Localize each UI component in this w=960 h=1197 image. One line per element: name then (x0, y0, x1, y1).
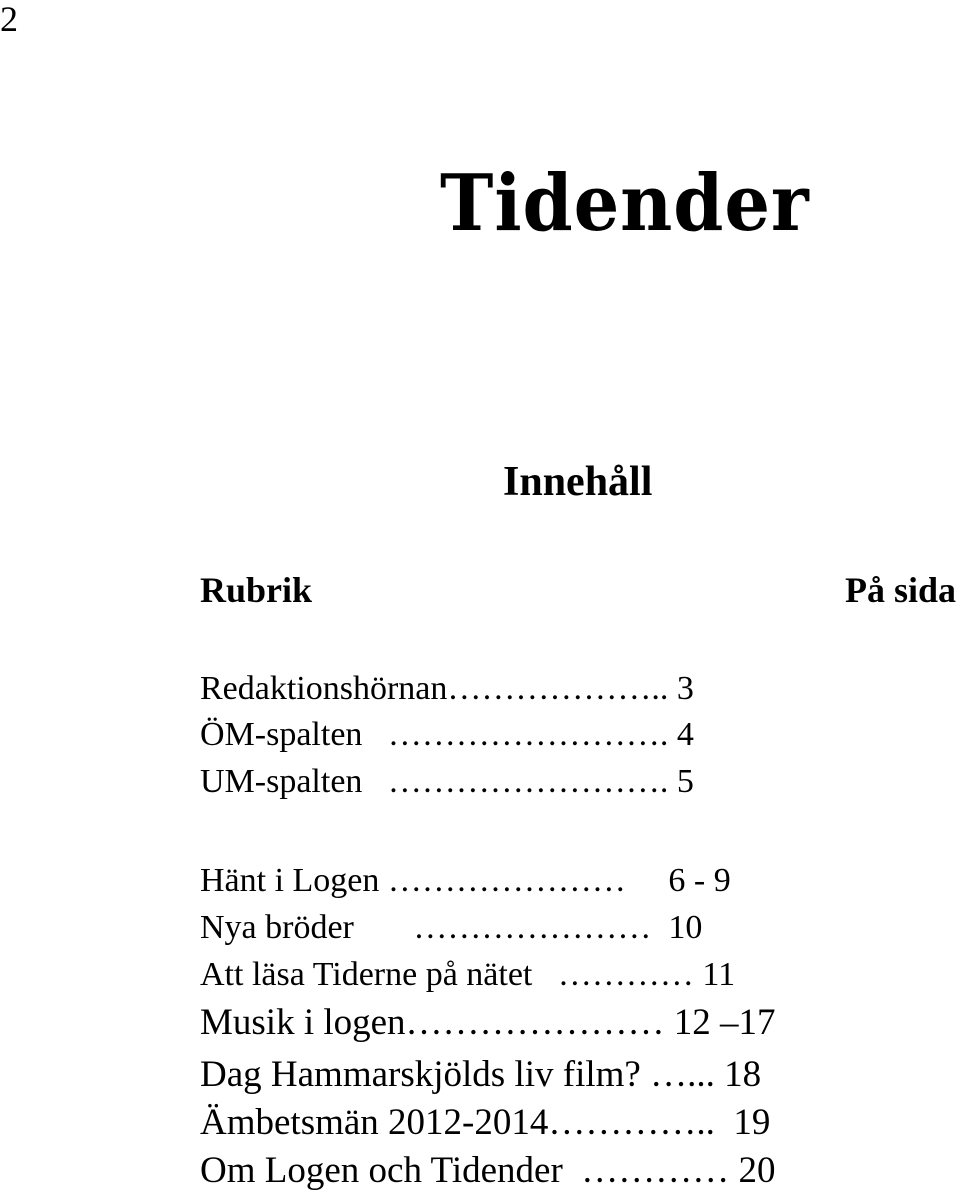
toc-entry: Om Logen och Tidender ………… 20 (200, 1150, 776, 1191)
toc-heading: Innehåll (503, 459, 653, 505)
toc-entry: Redaktionshörnan……………….. 3 (200, 670, 694, 707)
masthead-title: Tidender (440, 158, 810, 249)
toc-entry: Nya bröder ………………… 10 (200, 909, 703, 946)
page-number: 2 (0, 0, 18, 39)
toc-entry: UM-spalten ……………………. 5 (200, 763, 694, 800)
toc-column-rubrik: Rubrik (200, 570, 313, 610)
toc-entry: Ämbetsmän 2012-2014………….. 19 (200, 1102, 771, 1143)
toc-entry: Dag Hammarskjölds liv film? …... 18 (200, 1054, 762, 1095)
toc-entry: Att läsa Tiderne på nätet ………… 11 (200, 956, 736, 993)
toc-entry: ÖM-spalten ……………………. 4 (200, 716, 694, 753)
toc-column-pa-sida: På sida (844, 570, 956, 610)
toc-entry: Hänt i Logen ………………… 6 - 9 (200, 862, 731, 899)
toc-entry: Musik i logen………………… 12 –17 (200, 1002, 776, 1043)
